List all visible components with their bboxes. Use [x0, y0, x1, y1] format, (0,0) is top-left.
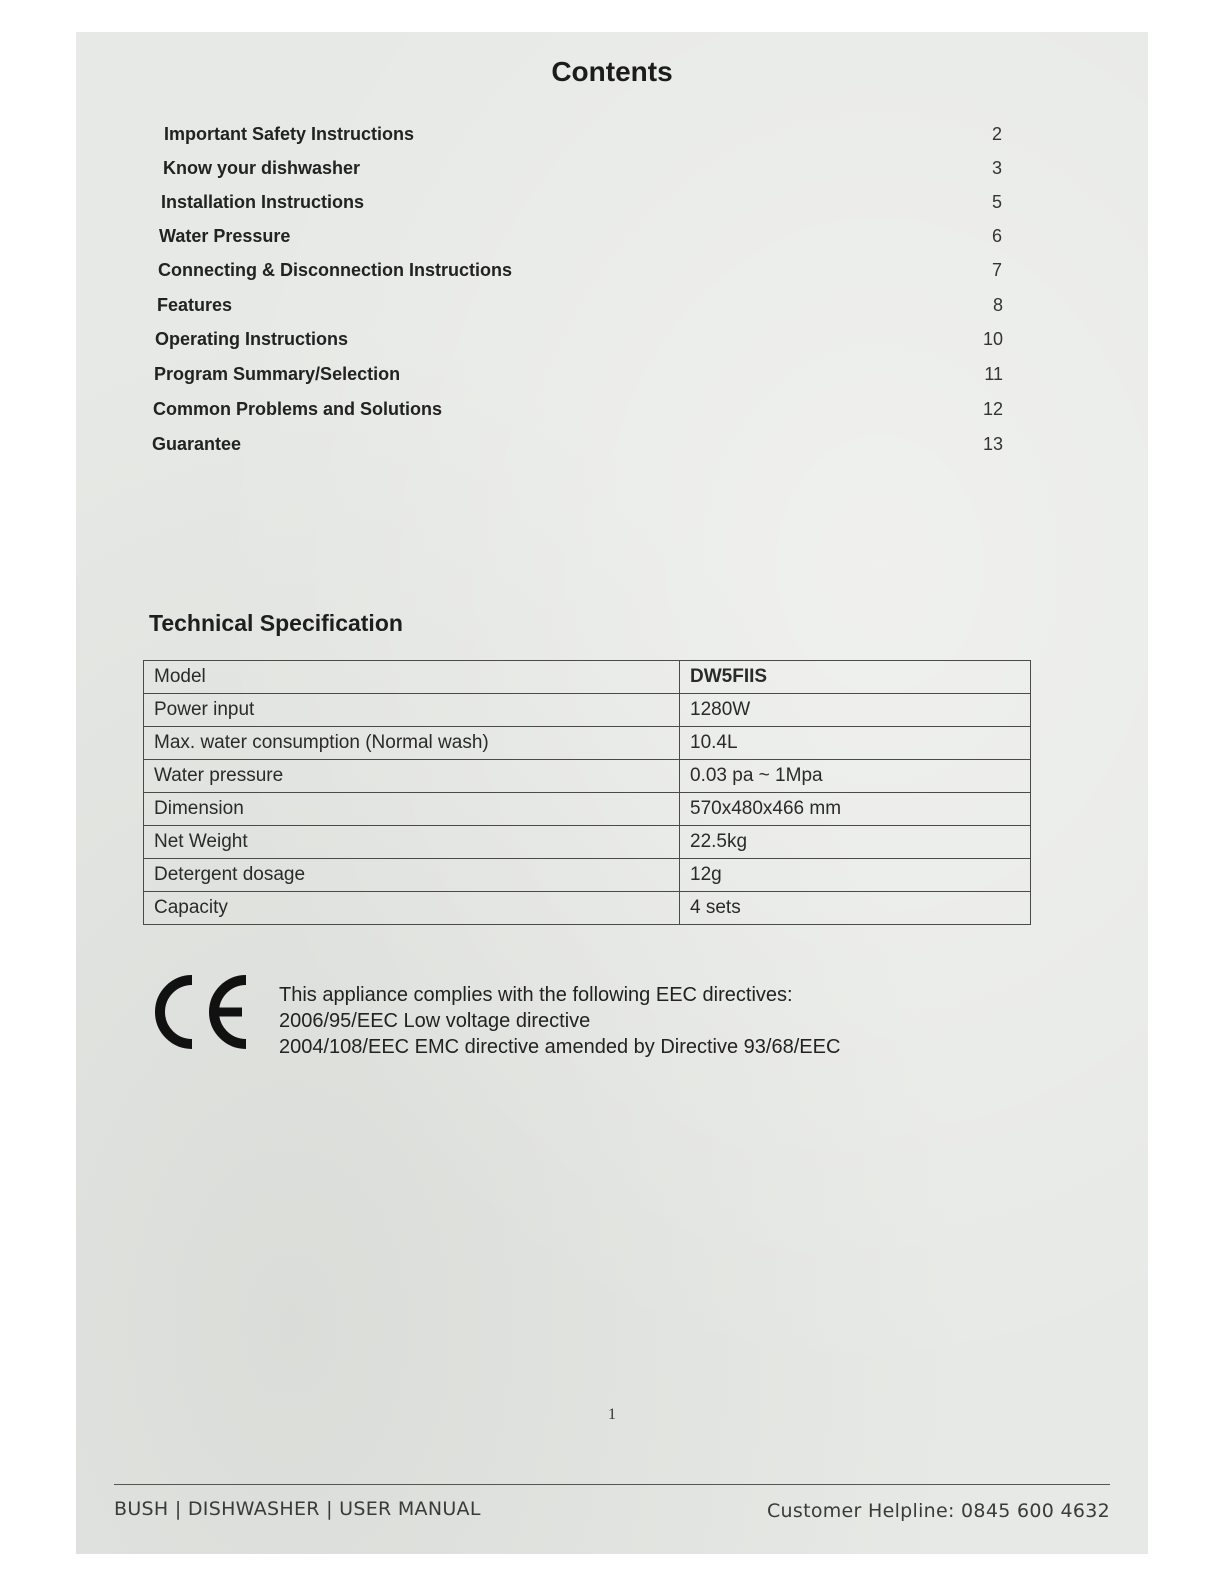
toc-item — [152, 434, 1002, 464]
spec-key: Water pressure — [144, 760, 680, 793]
toc-item-page: 3 — [991, 158, 1002, 178]
toc-item-label: Features — [157, 295, 233, 315]
spec-key: Dimension — [144, 793, 680, 826]
toc-item-label: Water Pressure — [159, 226, 291, 246]
table-row — [144, 694, 1031, 727]
toc-item-page: 7 — [991, 260, 1002, 280]
toc-item-label: Operating Instructions — [155, 329, 349, 349]
toc-item — [159, 226, 1009, 256]
table-row — [144, 727, 1031, 760]
toc-item — [163, 158, 1013, 188]
spec-value: 12g — [680, 859, 1031, 892]
spec-value: 4 sets — [680, 892, 1031, 925]
table-row — [144, 859, 1031, 892]
table-row — [144, 760, 1031, 793]
toc-item — [157, 295, 1007, 325]
spec-key: Net Weight — [144, 826, 680, 859]
toc-item — [154, 364, 1004, 394]
spec-key: Model — [144, 661, 680, 694]
table-row — [144, 826, 1031, 859]
spec-value: 0.03 pa ~ 1Mpa — [680, 760, 1031, 793]
toc-item-page: 11 — [984, 364, 1003, 384]
page-number: 1 — [608, 1406, 616, 1423]
manual-page — [76, 32, 1148, 1554]
spec-value: 570x480x466 mm — [680, 793, 1031, 826]
compliance-line: 2006/95/EEC Low voltage directive — [279, 1010, 591, 1032]
spec-value: 22.5kg — [680, 826, 1031, 859]
spec-key: Capacity — [144, 892, 680, 925]
footer-helpline: Customer Helpline: 0845 600 4632 — [766, 1500, 1110, 1522]
contents-title: Contents — [551, 56, 673, 87]
spec-value: DW5FIIS — [680, 661, 1031, 694]
toc-item-page: 6 — [991, 226, 1002, 246]
toc-item-page: 12 — [982, 399, 1003, 419]
toc-item — [153, 399, 1003, 429]
footer-brand: BUSH | DISHWASHER | USER MANUAL — [114, 1498, 481, 1520]
spec-heading: Technical Specification — [149, 610, 403, 636]
toc-item-page: 2 — [991, 124, 1002, 144]
toc-item-label: Important Safety Instructions — [164, 124, 415, 144]
toc-item — [164, 124, 1014, 154]
compliance-text — [279, 982, 840, 1060]
toc-item-label: Common Problems and Solutions — [153, 399, 443, 419]
toc-item-page: 8 — [992, 295, 1003, 315]
toc-item-page: 10 — [982, 329, 1003, 349]
table-row — [144, 661, 1031, 694]
spec-key: Max. water consumption (Normal wash) — [144, 727, 680, 760]
spec-key: Power input — [144, 694, 680, 727]
compliance-line: This appliance complies with the following EEC directives: — [279, 984, 793, 1006]
spec-value: 1280W — [680, 694, 1031, 727]
toc-item-label: Connecting & Disconnection Instructions — [158, 260, 513, 280]
toc-item-label: Guarantee — [152, 434, 242, 454]
toc-item — [155, 329, 1005, 359]
spec-key: Detergent dosage — [144, 859, 680, 892]
toc-item — [158, 260, 1008, 290]
compliance-line: 2004/108/EEC EMC directive amended by Directive 93/68/EEC — [279, 1036, 841, 1058]
toc-item-label: Program Summary/Selection — [154, 364, 401, 384]
spec-value: 10.4L — [680, 727, 1031, 760]
spec-table — [143, 660, 1031, 925]
ce-mark-icon — [152, 972, 252, 1052]
table-row — [144, 892, 1031, 925]
toc-item-page: 5 — [991, 192, 1002, 212]
toc-item-label: Know your dishwasher — [163, 158, 361, 178]
toc-item-page: 13 — [982, 434, 1003, 454]
toc-item — [161, 192, 1011, 222]
table-row — [144, 793, 1031, 826]
toc-item-label: Installation Instructions — [161, 192, 365, 212]
footer-divider — [114, 1484, 1110, 1485]
